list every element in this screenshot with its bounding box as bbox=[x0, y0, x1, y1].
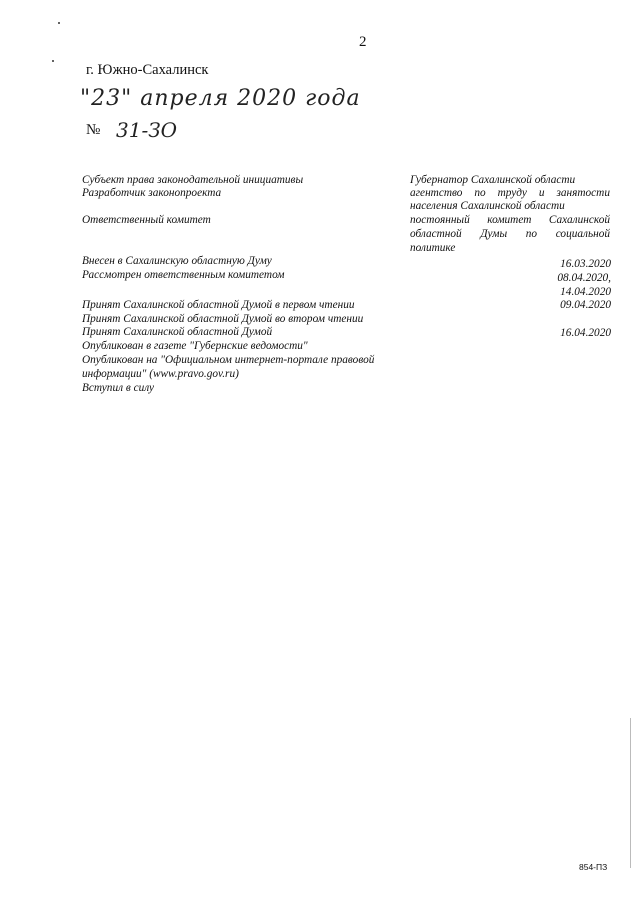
date-first-reading: 09.04.2020 bbox=[560, 299, 611, 311]
value-committee-cont: областной Думы по социальной bbox=[410, 228, 610, 240]
city: г. Южно-Сахалинск bbox=[86, 62, 209, 78]
field-adopted: Принят Сахалинской областной Думой bbox=[82, 326, 273, 338]
page-number: 2 bbox=[359, 34, 367, 50]
value-committee-end: политике bbox=[410, 242, 456, 254]
handwritten-date: "23" апреля 2020 года bbox=[80, 86, 361, 111]
value-developer-cont: населения Сахалинской области bbox=[410, 200, 565, 212]
field-submitted: Внесен в Сахалинскую областную Думу bbox=[82, 255, 272, 267]
date-reviewed: 08.04.2020, bbox=[557, 272, 611, 284]
value-developer: агентство по труду и занятости bbox=[410, 187, 610, 199]
field-in-force: Вступил в силу bbox=[82, 382, 155, 394]
date-submitted: 16.03.2020 bbox=[560, 258, 611, 270]
date-reviewed-second: 14.04.2020 bbox=[560, 286, 611, 298]
scan-speck bbox=[58, 22, 60, 24]
field-reviewed: Рассмотрен ответственным комитетом bbox=[82, 269, 285, 281]
field-first-reading: Принят Сахалинской областной Думой в первом чтении bbox=[82, 299, 355, 311]
field-subject: Субъект права законодательной инициативы bbox=[82, 174, 304, 186]
number-label: № bbox=[86, 122, 101, 138]
field-committee: Ответственный комитет bbox=[82, 214, 211, 226]
field-second-reading: Принят Сахалинской областной Думой во втором чтении bbox=[82, 313, 364, 325]
value-subject: Губернатор Сахалинской области bbox=[410, 174, 576, 186]
date-adopted: 16.04.2020 bbox=[560, 327, 611, 339]
scan-edge-mark bbox=[630, 718, 631, 868]
field-published-newspaper: Опубликован в газете "Губернские ведомости" bbox=[82, 340, 308, 352]
field-developer: Разработчик законопроекта bbox=[82, 187, 222, 199]
field-published-portal-cont: информации" (www.pravo.gov.ru) bbox=[82, 368, 239, 380]
handwritten-number: 31-ЗО bbox=[116, 118, 178, 142]
value-committee: постоянный комитет Сахалинской bbox=[410, 214, 610, 226]
footer-code: 854-ПЗ bbox=[579, 862, 608, 872]
field-published-portal: Опубликован на "Официальном интернет-портале правовой bbox=[82, 354, 375, 366]
scan-speck bbox=[52, 60, 54, 62]
